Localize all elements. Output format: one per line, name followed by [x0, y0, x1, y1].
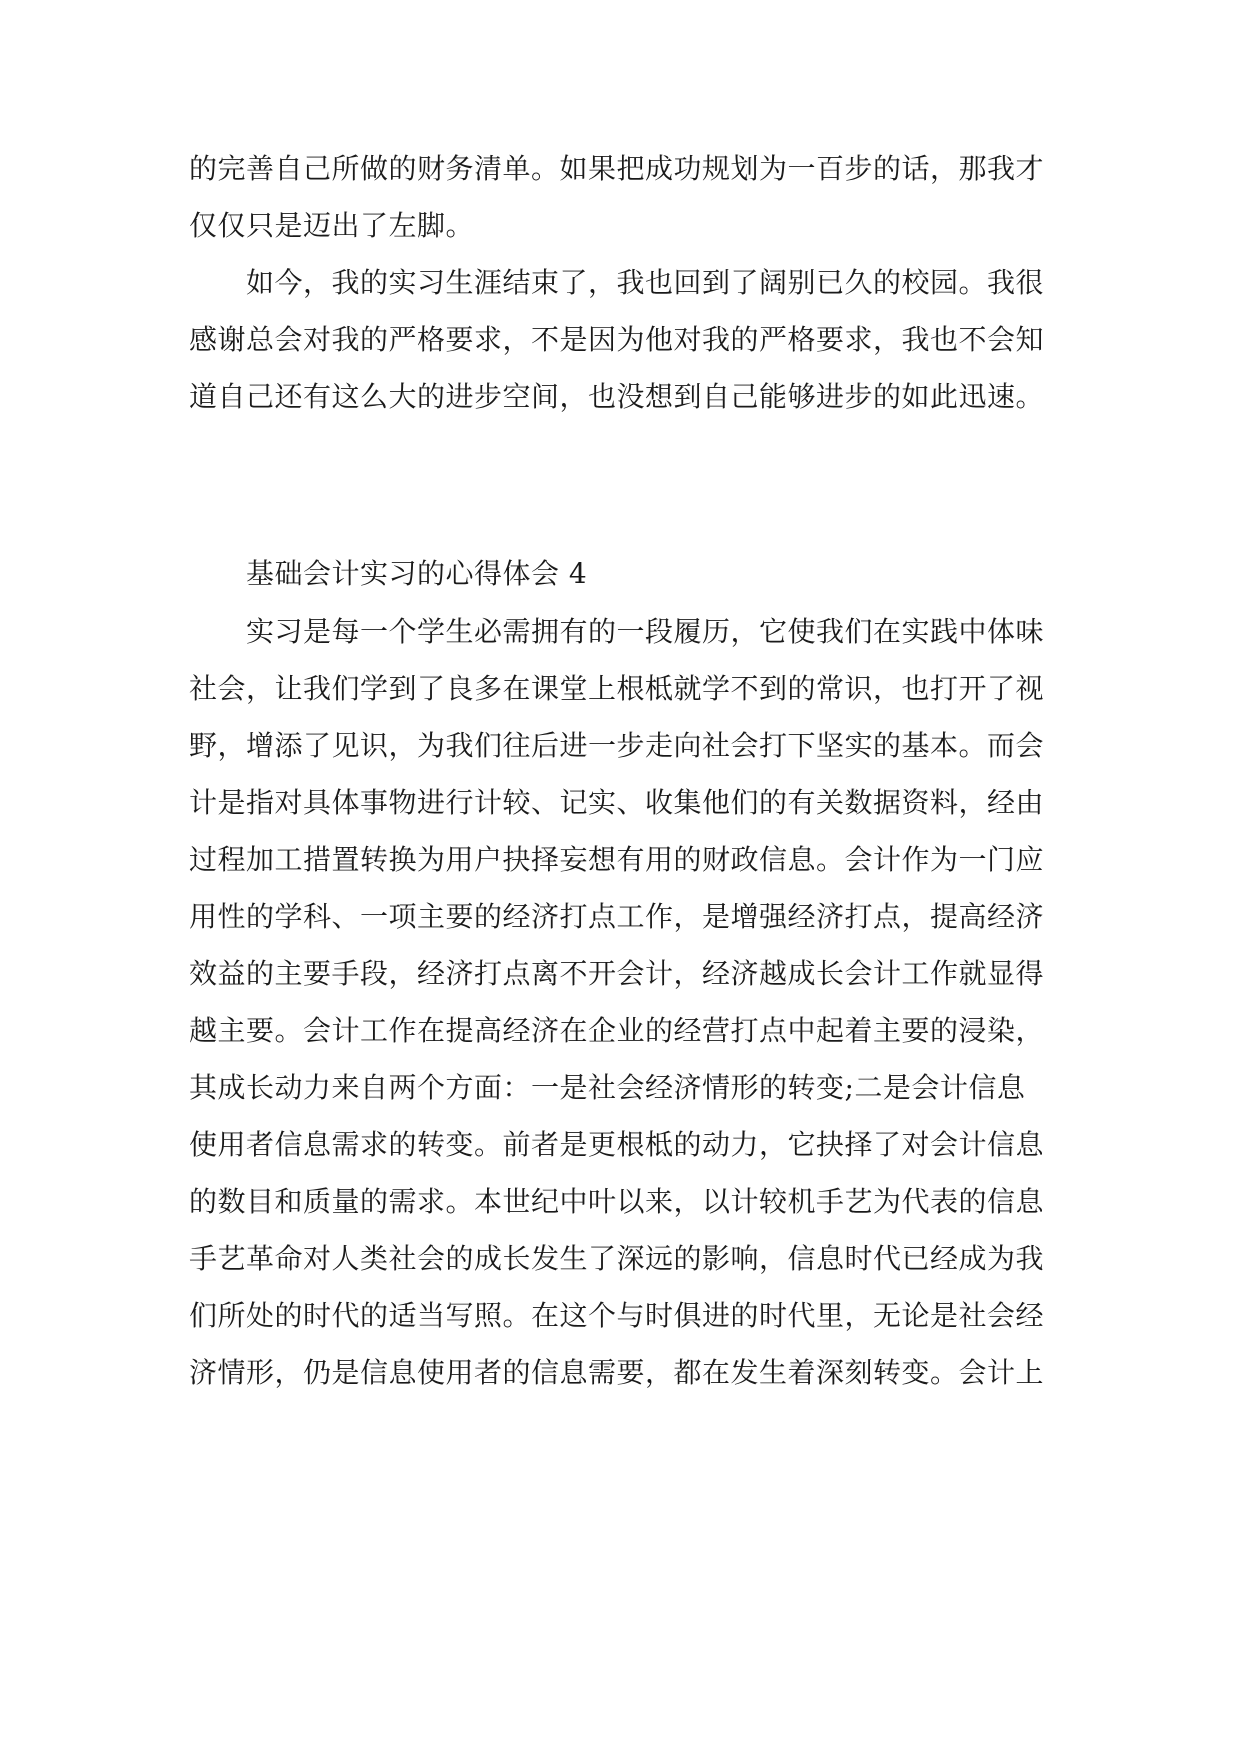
section-heading: 基础会计实习的心得体会 4	[246, 557, 588, 590]
paragraph-line: 用性的学科、一项主要的经济打点工作，是增强经济打点，提高经济	[189, 900, 1045, 933]
paragraph-line: 济情形，仍是信息使用者的信息需要，都在发生着深刻转变。会计上	[189, 1356, 1045, 1389]
paragraph-line: 过程加工措置转换为用户抉择妄想有用的财政信息。会计作为一门应	[189, 843, 1045, 876]
paragraph-line: 感谢总会对我的严格要求，不是因为他对我的严格要求，我也不会知	[189, 323, 1045, 356]
paragraph-line: 效益的主要手段，经济打点离不开会计，经济越成长会计工作就显得	[189, 957, 1045, 990]
paragraph-line: 道自己还有这么大的进步空间，也没想到自己能够进步的如此迅速。	[189, 380, 1045, 413]
paragraph-line: 的数目和质量的需求。本世纪中叶以来，以计较机手艺为代表的信息	[189, 1185, 1045, 1218]
paragraph-line: 手艺革命对人类社会的成长发生了深远的影响，信息时代已经成为我	[189, 1242, 1045, 1275]
paragraph-line: 仅仅只是迈出了左脚。	[189, 209, 475, 242]
paragraph-line: 实习是每一个学生必需拥有的一段履历，它使我们在实践中体味	[246, 615, 1045, 648]
paragraph-line: 其成长动力来自两个方面：一是社会经济情形的转变;二是会计信息	[189, 1071, 1026, 1104]
paragraph-line: 社会，让我们学到了良多在课堂上根柢就学不到的常识，也打开了视	[189, 672, 1045, 705]
paragraph-line: 如今，我的实习生涯结束了，我也回到了阔别已久的校园。我很	[246, 266, 1045, 299]
paragraph-line: 越主要。会计工作在提高经济在企业的经营打点中起着主要的浸染，	[189, 1014, 1045, 1047]
paragraph-line: 计是指对具体事物进行计较、记实、收集他们的有关数据资料，经由	[189, 786, 1045, 819]
paragraph-line: 使用者信息需求的转变。前者是更根柢的动力，它抉择了对会计信息	[189, 1128, 1045, 1161]
paragraph-line: 野，增添了见识，为我们往后进一步走向社会打下坚实的基本。而会	[189, 729, 1045, 762]
paragraph-line: 的完善自己所做的财务清单。如果把成功规划为一百步的话，那我才	[189, 152, 1045, 185]
paragraph-line: 们所处的时代的适当写照。在这个与时俱进的时代里，无论是社会经	[189, 1299, 1045, 1332]
